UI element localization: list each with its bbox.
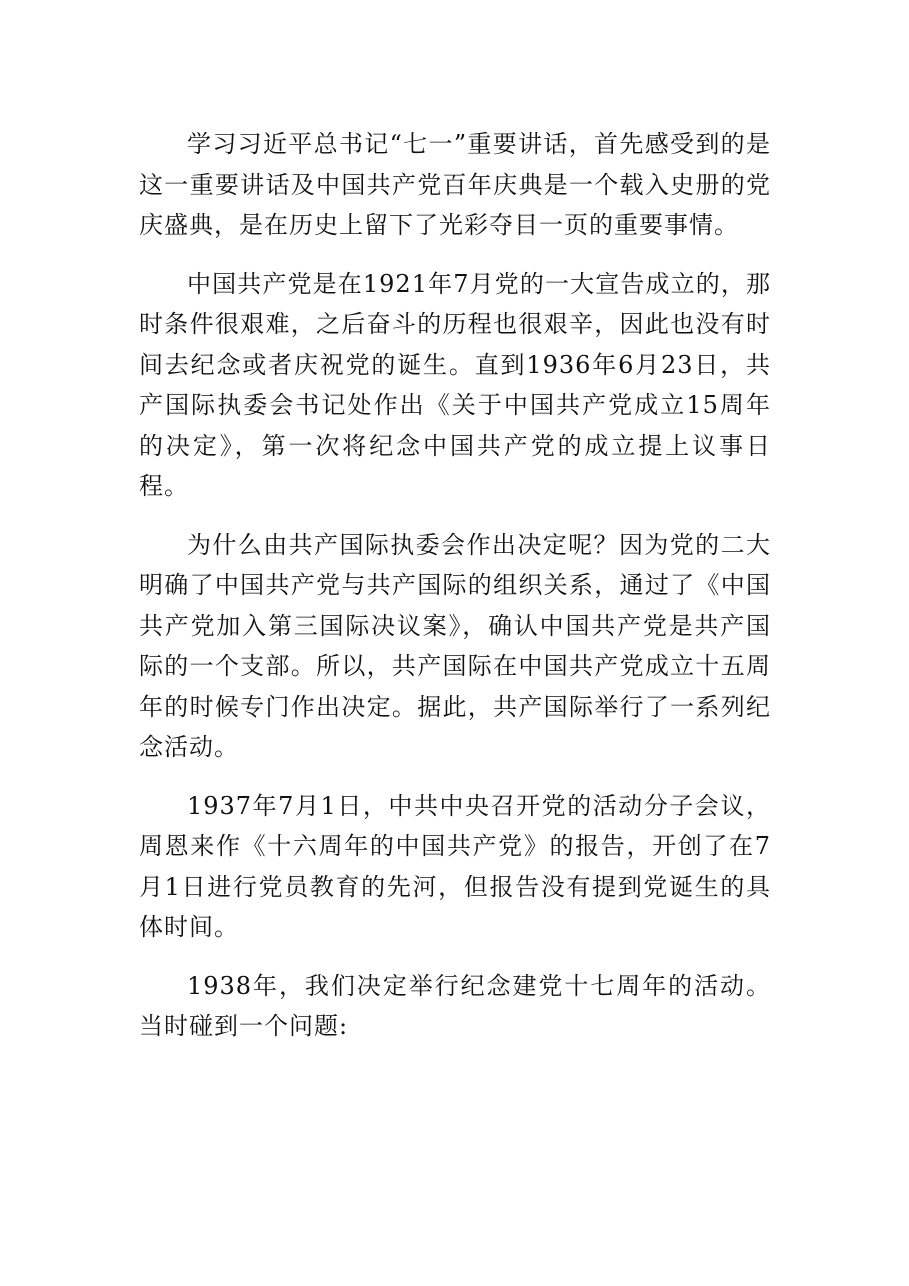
paragraph-5: 1938年，我们决定举行纪念建党十七周年的活动。当时碰到一个问题: bbox=[139, 971, 771, 1040]
paragraph-2: 中国共产党是在1921年7月党的一大宣告成立的，那时条件很艰难，之后奋斗的历程也很艰辛，因此也没有时间去纪念或者庆祝党的诞生。直到1936年6月23日，共产国际执委会书记处作出《关于中国共产党成立15周年的决定》，第一次将纪念中国共产党的成立提上议事日程。 bbox=[139, 269, 771, 500]
paragraph-4: 1937年7月1日，中共中央召开党的活动分子会议，周恩来作《十六周年的中国共产党》的报告，开创了在7月1日进行党员教育的先河，但报告没有提到党诞生的具体时间。 bbox=[139, 791, 771, 941]
paragraph-3: 为什么由共产国际执委会作出决定呢？因为党的二大明确了中国共产党与共产国际的组织关系，通过了《中国共产党加入第三国际决议案》，确认中国共产党是共产国际的一个支部。所以，共产国际在中国共产党成立十五周年的时候专门作出决定。据此，共产国际举行了一系列纪念活动。 bbox=[139, 530, 771, 761]
paragraph-1: 学习习近平总书记“七一”重要讲话，首先感受到的是这一重要讲话及中国共产党百年庆典是一个载入史册的党庆盛典，是在历史上留下了光彩夺目一页的重要事情。 bbox=[139, 130, 771, 239]
document-body bbox=[139, 124, 771, 1065]
